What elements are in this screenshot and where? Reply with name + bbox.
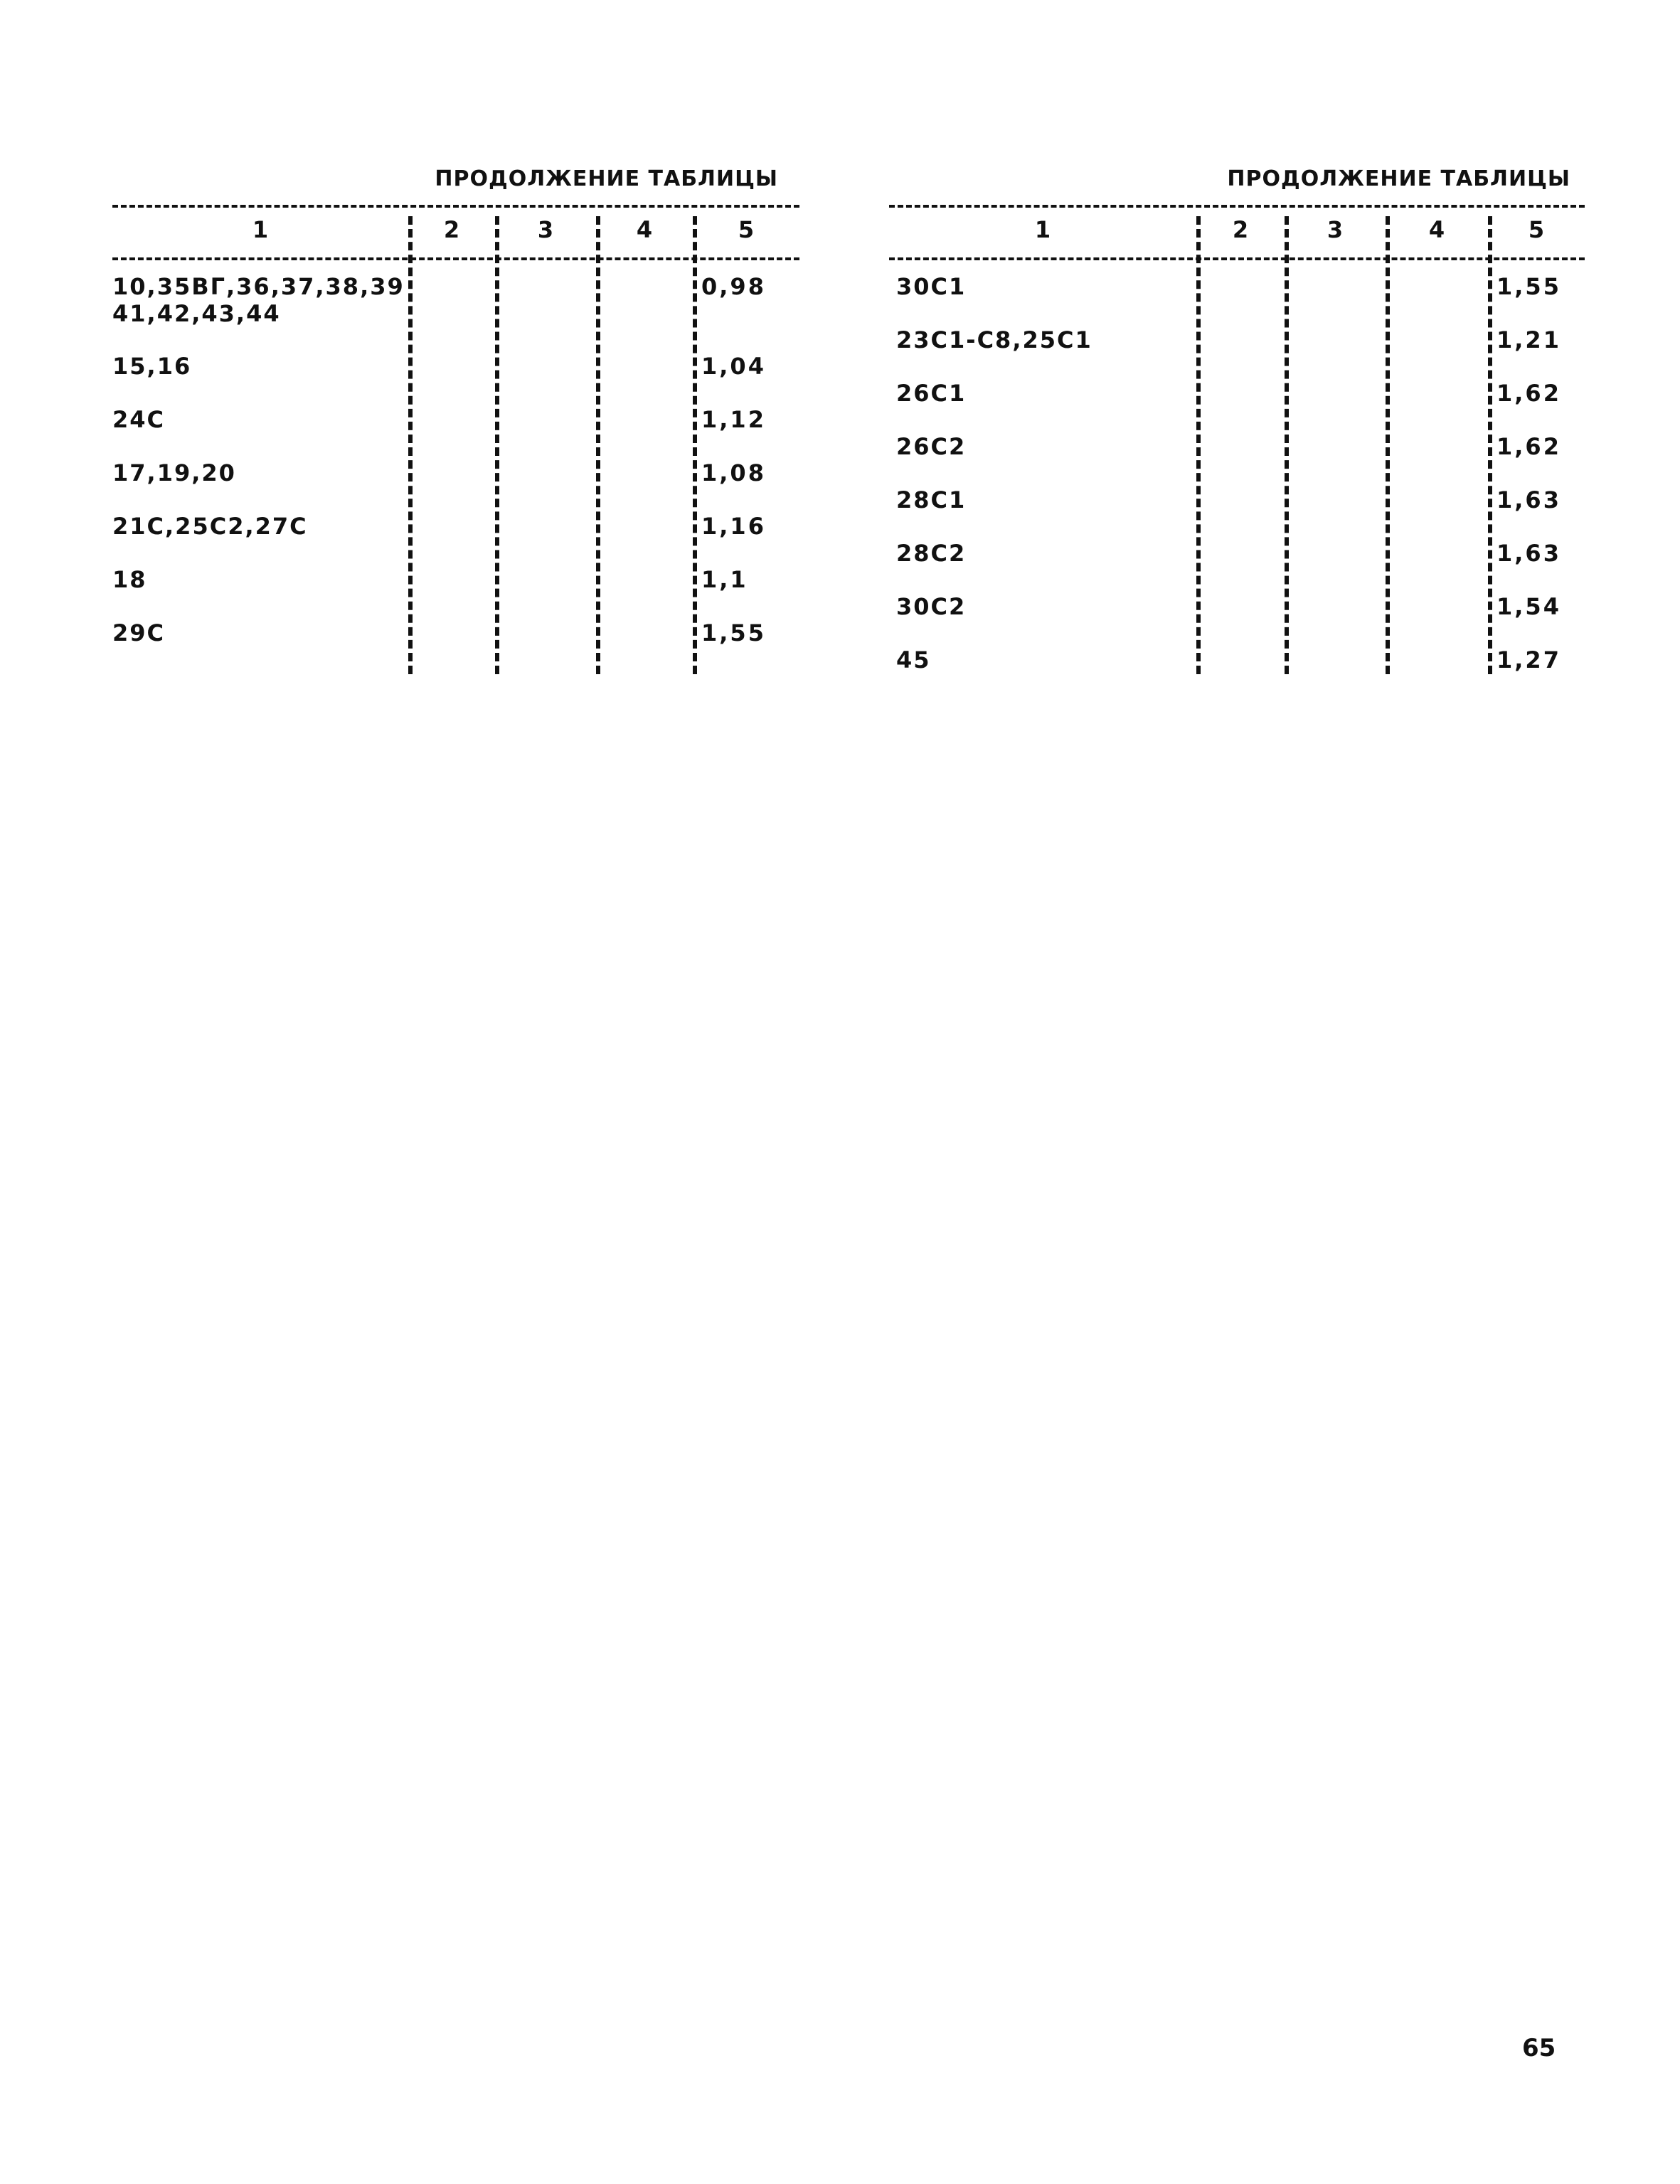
table-continuation-caption: ПРОДОЛЖЕНИЕ ТАБЛИЦЫ — [1227, 166, 1570, 191]
column-divider — [495, 216, 499, 674]
table-row-name: 26С2 — [896, 433, 967, 460]
table-row-name: 30С1 — [896, 273, 967, 300]
table-row-value: 1,55 — [701, 619, 766, 646]
table-row-name: 28С2 — [896, 540, 967, 567]
column-header-2: 2 — [1232, 216, 1249, 243]
table-row-value: 1,12 — [701, 406, 766, 433]
table-row-value: 1,62 — [1496, 380, 1561, 407]
header-bottom-rule — [889, 257, 1585, 260]
column-divider — [1285, 216, 1289, 674]
column-header-5: 5 — [738, 216, 755, 243]
table-row-value: 1,55 — [1496, 273, 1561, 300]
column-header-2: 2 — [443, 216, 460, 243]
table-row-value: 1,27 — [1496, 646, 1561, 673]
table-row-value: 1,54 — [1496, 593, 1561, 620]
table-row-name: 18 — [112, 566, 147, 593]
column-header-5: 5 — [1528, 216, 1545, 243]
table-row-name: 15,16 — [112, 353, 192, 380]
table-row-name: 24С — [112, 406, 166, 433]
column-divider — [1386, 216, 1390, 674]
column-header-4: 4 — [636, 216, 653, 243]
header-top-rule — [889, 205, 1585, 208]
table-row-value: 1,21 — [1496, 326, 1561, 353]
column-header-3: 3 — [1327, 216, 1344, 243]
table-row-name: 29С — [112, 619, 166, 646]
column-divider — [693, 216, 697, 674]
column-header-4: 4 — [1428, 216, 1445, 243]
table-row-value: 1,63 — [1496, 540, 1561, 567]
table-row-name: 23С1-С8,25С1 — [896, 326, 1092, 353]
page-number: 65 — [1522, 2034, 1556, 2062]
table-row-value: 1,62 — [1496, 433, 1561, 460]
column-divider — [596, 216, 600, 674]
table-row-name: 21С,25С2,27С — [112, 513, 308, 540]
left-table — [112, 0, 799, 711]
table-row-value: 1,08 — [701, 459, 766, 486]
table-row-name: 10,35ВГ,36,37,38,39 41,42,43,44 — [112, 273, 405, 327]
table-row-name: 26С1 — [896, 380, 967, 407]
table-continuation-caption: ПРОДОЛЖЕНИЕ ТАБЛИЦЫ — [435, 166, 778, 191]
table-row-value: 0,98 — [701, 273, 766, 300]
right-table — [889, 0, 1585, 711]
column-divider — [1488, 216, 1492, 674]
column-divider — [408, 216, 413, 674]
table-row-value: 1,63 — [1496, 486, 1561, 513]
header-top-rule — [112, 205, 799, 208]
column-header-1: 1 — [1034, 216, 1051, 243]
table-row-name: 28С1 — [896, 486, 967, 513]
table-row-value: 1,1 — [701, 566, 748, 593]
column-header-1: 1 — [252, 216, 269, 243]
column-divider — [1196, 216, 1201, 674]
table-row-name: 30С2 — [896, 593, 967, 620]
table-row-name: 45 — [896, 646, 931, 673]
table-row-value: 1,04 — [701, 353, 766, 380]
column-header-3: 3 — [537, 216, 554, 243]
table-row-name: 17,19,20 — [112, 459, 236, 486]
table-row-value: 1,16 — [701, 513, 766, 540]
